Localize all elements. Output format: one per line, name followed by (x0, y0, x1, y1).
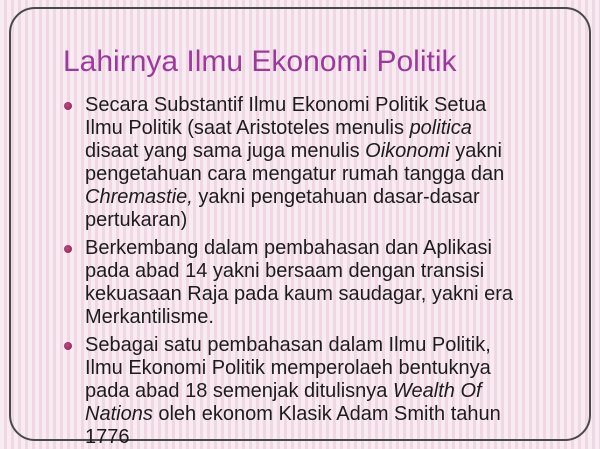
bullet-list (63, 94, 582, 449)
list-item (63, 94, 582, 232)
bullet-icon (64, 245, 72, 253)
list-item (63, 237, 582, 329)
slide-content (63, 44, 582, 449)
page-title: Lahirnya Ilmu Ekonomi Politik (63, 45, 457, 78)
bullet-text: Sebagai satu pembahasan dalam Ilmu Politik, Ilmu Ekonomi Politik memperolaeh bentuknya pada abad 18 semenjak ditulisnya Wealth Of Nations oleh ekonom Klasik Adam Smith tahun 1776 (85, 334, 501, 448)
bullet-text: Berkembang dalam pembahasan dan Aplikasi pada abad 14 yakni bersaam dengan transisi kekuasaan Raja pada kaum saudagar, yakni era Merkantilisme. (85, 237, 514, 328)
bullet-text: Secara Substantif Ilmu Ekonomi Politik Setua Ilmu Politik (saat Aristoteles menulis politica disaat yang sama juga menulis Oikonomi yakni pengetahuan cara mengatur rumah tangga dan Chremastie, yakni pengetahuan dasar-dasar pertukaran) (85, 94, 505, 231)
list-item (63, 334, 582, 449)
bullet-icon (64, 102, 72, 110)
bullet-icon (64, 342, 72, 350)
